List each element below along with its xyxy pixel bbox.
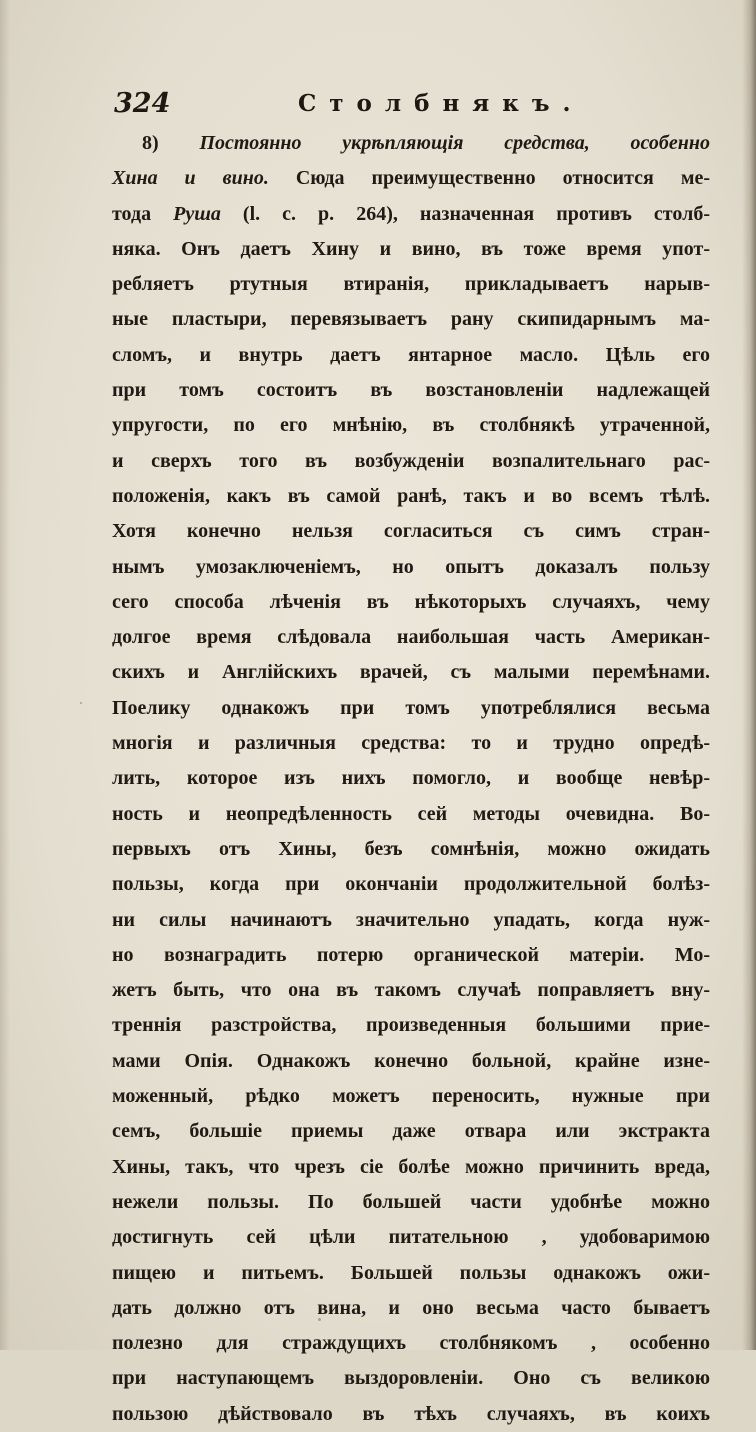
text-segment: и сверхъ того въ возбужденіи возпалительнаго рас- [112, 449, 710, 472]
text-segment: нымъ умозаключеніемъ, но опытъ доказалъ пользу [112, 555, 710, 578]
text-segment: при томъ состоитъ въ возстановленіи надлежащей [112, 379, 710, 402]
text-line [112, 903, 710, 938]
text-line [112, 726, 710, 761]
text-segment: лить, которое изъ нихъ помогло, и вообще невѣр- [112, 767, 710, 790]
text-segment: пользы, когда при окончаніи продолжительной болѣз- [112, 873, 710, 896]
text-line [112, 302, 710, 337]
text-line [112, 479, 710, 514]
text-segment: ребляетъ ртутныя втиранія, прикладываетъ нарыв- [112, 273, 710, 296]
text-segment: Хотя конечно нельзя согласиться съ симъ стран- [112, 520, 710, 543]
text-line [112, 550, 710, 585]
text-segment: ные пластыри, перевязываетъ рану скипидарнымъ ма- [112, 308, 710, 331]
text-segment: треннія разстройства, произведенныя большими прие- [112, 1014, 710, 1037]
text-line [112, 620, 710, 655]
text-segment: сего способа лѣченія въ нѣкоторыхъ случаяхъ, чему [112, 590, 710, 613]
text-segment: Хины, такъ, что чрезъ сіе болѣе можно причинить вреда, [112, 1155, 710, 1178]
text-line [112, 1008, 710, 1043]
text-segment: няка. Онъ даетъ Хину и вино, въ тоже время упот- [112, 237, 710, 260]
text-segment: сломъ, и внутрь даетъ янтарное масло. Цѣль его [112, 343, 710, 366]
running-title: Столбнякъ. [298, 90, 584, 117]
text-line [112, 267, 710, 302]
text-line [112, 938, 710, 973]
text-line [112, 1079, 710, 1114]
text-segment: скихъ и Англійскихъ врачей, съ малыми перемѣнами. [112, 661, 710, 684]
text-segment: ность и неопредѣленность сей методы очевидна. Во- [112, 802, 710, 825]
text-line [112, 797, 710, 832]
text-line [112, 1114, 710, 1149]
text-line [112, 691, 710, 726]
italic-text-segment: Хина и вино. [112, 167, 269, 190]
text-segment: (l. c. p. 264), назначенная противъ столб- [220, 202, 710, 225]
text-line [112, 161, 710, 196]
paper-speck [80, 702, 82, 704]
page-number: 324 [114, 88, 171, 119]
text-segment: долгое время слѣдовала наибольшая часть Американ- [112, 626, 710, 649]
text-line [112, 1044, 710, 1079]
text-segment: моженный, рѣдко можетъ переносить, нужные при [112, 1085, 710, 1108]
paper-speck [318, 1318, 321, 1321]
text-line [112, 761, 710, 796]
text-line [112, 655, 710, 690]
text-line [112, 832, 710, 867]
italic-text-segment: Руша [173, 202, 221, 225]
text-segment: но вознаградить потерю органической матеріи. Мо- [112, 943, 710, 966]
body-text [112, 126, 710, 1432]
text-line [112, 1326, 710, 1361]
text-line [112, 1397, 710, 1432]
text-segment: упругости, по его мнѣнію, въ столбнякѣ утраченной, [112, 414, 710, 437]
text-segment: тода [112, 202, 174, 225]
text-line [112, 514, 710, 549]
text-segment: ни силы начинаютъ значительно упадать, когда нуж- [112, 908, 710, 931]
text-segment: многія и различныя средства: то и трудно опредѣ- [112, 732, 710, 755]
text-segment: первыхъ отъ Хины, безъ сомнѣнія, можно ожидать [112, 837, 710, 860]
text-line [112, 197, 710, 232]
text-segment: положенія, какъ въ самой ранѣ, такъ и во всемъ тѣлѣ. [112, 484, 710, 507]
text-segment: дать должно отъ вина, и оно весьма часто бываетъ [112, 1296, 710, 1319]
text-line [112, 1220, 710, 1255]
text-line [112, 126, 710, 161]
text-line [112, 1256, 710, 1291]
text-line [112, 585, 710, 620]
text-line [112, 338, 710, 373]
text-line [112, 1291, 710, 1326]
text-line [112, 444, 710, 479]
text-segment: жетъ быть, что она въ такомъ случаѣ поправляетъ вну- [112, 979, 710, 1002]
text-line [112, 373, 710, 408]
page-left-shadow [0, 0, 10, 1350]
text-line [112, 408, 710, 443]
text-line [112, 1150, 710, 1185]
text-segment: 8) [142, 132, 200, 154]
text-segment: Поелику однакожъ при томъ употреблялися весьма [112, 696, 710, 719]
text-segment: достигнуть сей цѣли питательною , удобоваримою [112, 1226, 710, 1249]
italic-text-segment: Постоянно укрѣпляющія средства, особенно [199, 132, 710, 154]
text-line [112, 1361, 710, 1396]
text-line [112, 232, 710, 267]
text-line [112, 867, 710, 902]
text-segment: полезно для страждущихъ столбнякомъ , особенно [112, 1332, 710, 1355]
text-line [112, 973, 710, 1008]
text-segment: мами Опія. Однакожъ конечно больной, крайне изне- [112, 1049, 710, 1072]
text-line [112, 1185, 710, 1220]
text-segment: при наступающемъ выздоровленіи. Оно съ великою [112, 1367, 710, 1390]
text-segment: Сюда преимущественно относится ме- [268, 167, 710, 190]
page-right-shadow [742, 0, 756, 1350]
text-segment: нежели пользы. По большей части удобнѣе можно [112, 1190, 710, 1213]
text-segment: пищею и питьемъ. Большей пользы однакожъ ожи- [112, 1261, 710, 1284]
text-segment: семъ, большіе приемы даже отвара или экстракта [112, 1120, 710, 1143]
page-header [112, 84, 712, 124]
text-segment: пользою дѣйствовало въ тѣхъ случаяхъ, въ коихъ [112, 1402, 710, 1425]
